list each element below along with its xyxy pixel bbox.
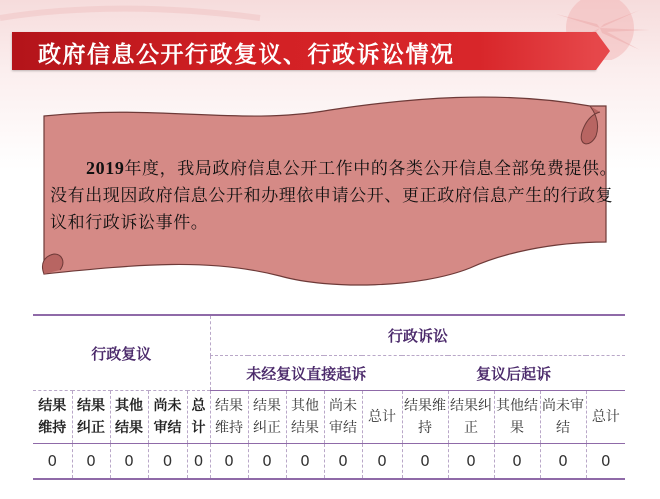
group-header-litigation: 行政诉讼 [210,315,625,356]
title-bar-arrow [596,32,610,70]
sub-header-direct: 未经复议直接起诉 [210,356,402,391]
table-cell: 0 [286,444,324,480]
col-header: 尚未审结 [540,391,586,444]
col-header: 总计 [362,391,402,444]
table-cell: 0 [33,444,72,480]
col-header: 结果维持 [33,391,72,444]
col-header: 结果纠正 [248,391,286,444]
table-cell: 0 [248,444,286,480]
col-header: 其他结果 [110,391,148,444]
table-cell: 0 [362,444,402,480]
table-cell: 0 [210,444,248,480]
report-year: 2019 [86,158,125,178]
col-header: 总计 [586,391,625,444]
col-header: 结果维持 [402,391,448,444]
table-cell: 0 [324,444,362,480]
table-cell: 0 [540,444,586,480]
sub-header-after: 复议后起诉 [402,356,625,391]
title-bar [12,32,596,70]
col-header: 其他结果 [286,391,324,444]
table-cell: 0 [448,444,494,480]
table-cell: 0 [402,444,448,480]
table-cell: 0 [586,444,625,480]
table-cell: 0 [72,444,110,480]
col-header: 尚未审结 [148,391,187,444]
paragraph-text: 年度，我局政府信息公开工作中的各类公开信息全部免费提供。没有出现因政府信息公开和办理依申请公开、更正政府信息产生的行政复议和行政诉讼事件。 [50,159,618,233]
table-cell: 0 [110,444,148,480]
group-header-review: 行政复议 [33,315,210,391]
table-cell: 0 [494,444,540,480]
page-title: 政府信息公开行政复议、行政诉讼情况 [38,41,455,68]
review-litigation-table [33,314,625,480]
col-header: 尚未审结 [324,391,362,444]
description-paragraph [50,155,625,237]
col-header: 总计 [187,391,210,444]
col-header: 结果纠正 [448,391,494,444]
table-cell: 0 [187,444,210,480]
col-header: 结果纠正 [72,391,110,444]
col-header: 结果维持 [210,391,248,444]
table-cell: 0 [148,444,187,480]
col-header: 其他结果 [494,391,540,444]
